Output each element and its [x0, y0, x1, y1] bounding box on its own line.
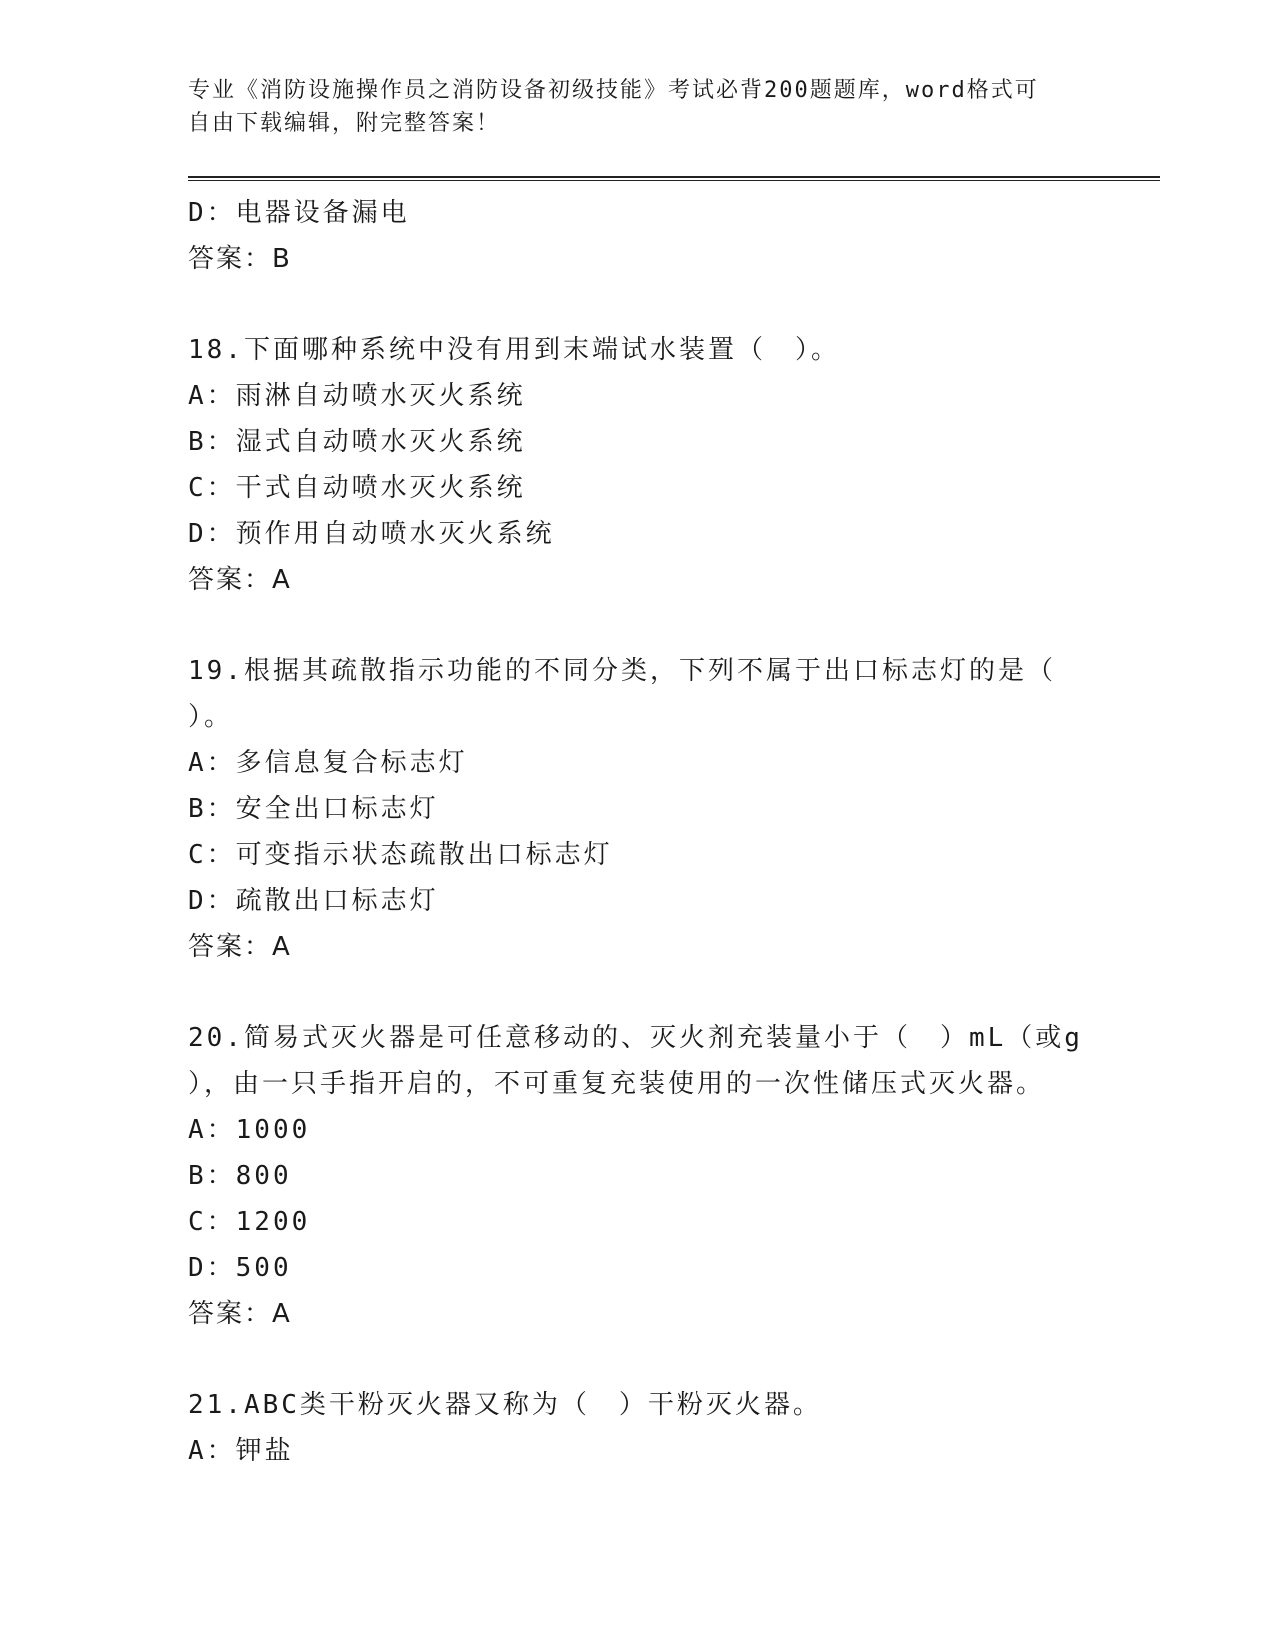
- header-line-1: 专业《消防设施操作员之消防设备初级技能》考试必背200题题库，word格式可: [188, 78, 1039, 103]
- question-answer: 答案：B: [188, 244, 292, 274]
- question-option: A：钾盐: [188, 1436, 294, 1466]
- header-line-2: 自由下载编辑，附完整答案！: [188, 111, 501, 136]
- question-stem: ）。: [188, 702, 234, 732]
- question-option: D：预作用自动喷水灭火系统: [188, 519, 555, 549]
- question-option: D：疏散出口标志灯: [188, 886, 439, 916]
- question-answer: 答案：A: [188, 1299, 292, 1329]
- question-stem: 20.简易式灭火器是可任意移动的、灭火剂充装量小于（ ）mL（或g: [188, 1023, 1083, 1053]
- question-block-21: [188, 1382, 1088, 1474]
- question-option: D：电器设备漏电: [188, 198, 410, 228]
- question-option: C：干式自动喷水灭火系统: [188, 473, 526, 503]
- question-block-19: [188, 648, 1088, 970]
- question-option: B：800: [188, 1161, 292, 1191]
- question-answer: 答案：A: [188, 565, 292, 595]
- question-option: A：多信息复合标志灯: [188, 748, 468, 778]
- question-option: B：湿式自动喷水灭火系统: [188, 427, 526, 457]
- document-header: [188, 74, 1088, 140]
- question-block-18: [188, 327, 1088, 603]
- question-stem: 21.ABC类干粉灭火器又称为（ ）干粉灭火器。: [188, 1390, 822, 1420]
- question-stem: 19.根据其疏散指示功能的不同分类，下列不属于出口标志灯的是（: [188, 656, 1056, 686]
- question-content: [188, 190, 1088, 1474]
- question-option: A：1000: [188, 1115, 311, 1145]
- question-option: C：可变指示状态疏散出口标志灯: [188, 840, 613, 870]
- question-option: B：安全出口标志灯: [188, 794, 439, 824]
- question-option: A：雨淋自动喷水灭火系统: [188, 381, 526, 411]
- question-option: D：500: [188, 1253, 292, 1283]
- header-divider: [188, 176, 1160, 181]
- question-option: C：1200: [188, 1207, 311, 1237]
- question-stem: ），由一只手指开启的，不可重复充装使用的一次性储压式灭火器。: [188, 1069, 1046, 1099]
- question-block-20: [188, 1015, 1088, 1337]
- question-answer: 答案：A: [188, 932, 292, 962]
- question-stem: 18.下面哪种系统中没有用到末端试水装置（ ）。: [188, 335, 840, 365]
